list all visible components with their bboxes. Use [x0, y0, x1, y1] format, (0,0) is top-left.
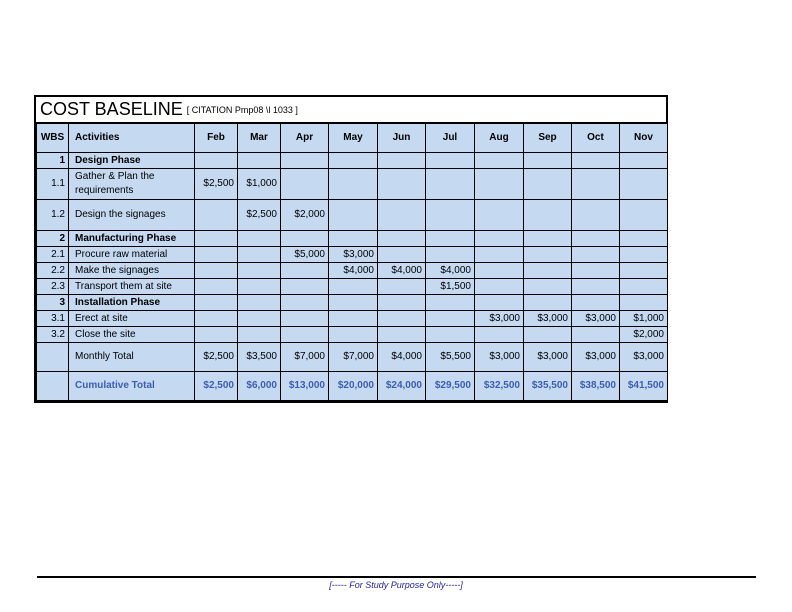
wbs-cell: 2.3: [37, 279, 69, 295]
amount-cell: $3,000: [475, 311, 524, 327]
amount-cell: $3,000: [572, 311, 620, 327]
table-row: [37, 247, 668, 263]
cost-baseline-table: [36, 123, 668, 401]
amount-cell: [620, 200, 668, 231]
amount-cell: $1,000: [620, 311, 668, 327]
wbs-cell: 3.1: [37, 311, 69, 327]
header-month: Jul: [426, 124, 475, 153]
header-month: Jun: [378, 124, 426, 153]
wbs-cell: 2: [37, 231, 69, 247]
wbs-cell: 1: [37, 153, 69, 169]
amount-cell: $41,500: [620, 372, 668, 401]
amount-cell: $4,000: [329, 263, 378, 279]
amount-cell: [195, 279, 238, 295]
amount-cell: $20,000: [329, 372, 378, 401]
amount-cell: [524, 263, 572, 279]
wbs-cell: 3.2: [37, 327, 69, 343]
amount-cell: [329, 327, 378, 343]
amount-cell: [475, 169, 524, 200]
amount-cell: $32,500: [475, 372, 524, 401]
footer-divider: [37, 576, 756, 578]
amount-cell: [524, 295, 572, 311]
amount-cell: [620, 279, 668, 295]
amount-cell: [426, 169, 475, 200]
amount-cell: [238, 311, 281, 327]
amount-cell: $2,500: [195, 169, 238, 200]
activity-cell: Monthly Total: [69, 343, 195, 372]
amount-cell: $5,000: [281, 247, 329, 263]
activity-cell: Gather & Plan the requirements: [69, 169, 195, 200]
activity-cell: Make the signages: [69, 263, 195, 279]
amount-cell: [378, 327, 426, 343]
table-row: [37, 169, 668, 200]
amount-cell: $29,500: [426, 372, 475, 401]
table-row: [37, 311, 668, 327]
activity-cell: Procure raw material: [69, 247, 195, 263]
amount-cell: [426, 200, 475, 231]
activity-cell: Transport them at site: [69, 279, 195, 295]
header-row: [37, 124, 668, 153]
wbs-cell: [37, 372, 69, 401]
amount-cell: [281, 231, 329, 247]
header-month: May: [329, 124, 378, 153]
amount-cell: [572, 231, 620, 247]
header-month: Nov: [620, 124, 668, 153]
amount-cell: [475, 200, 524, 231]
amount-cell: [281, 169, 329, 200]
activity-cell: Erect at site: [69, 311, 195, 327]
amount-cell: $4,000: [378, 343, 426, 372]
amount-cell: [329, 279, 378, 295]
header-month: Aug: [475, 124, 524, 153]
amount-cell: $3,000: [524, 311, 572, 327]
header-wbs: WBS: [37, 124, 69, 153]
amount-cell: [620, 247, 668, 263]
amount-cell: [281, 153, 329, 169]
amount-cell: $2,500: [195, 372, 238, 401]
amount-cell: [238, 295, 281, 311]
page-title: COST BASELINE: [40, 99, 183, 119]
amount-cell: [329, 200, 378, 231]
activity-cell: Manufacturing Phase: [69, 231, 195, 247]
amount-cell: [426, 153, 475, 169]
amount-cell: [238, 247, 281, 263]
amount-cell: $2,500: [195, 343, 238, 372]
amount-cell: $2,000: [281, 200, 329, 231]
amount-cell: [475, 279, 524, 295]
activity-cell: Close the site: [69, 327, 195, 343]
amount-cell: [620, 231, 668, 247]
table-row: [37, 231, 668, 247]
amount-cell: [524, 327, 572, 343]
wbs-cell: [37, 343, 69, 372]
table-row: [37, 279, 668, 295]
amount-cell: [378, 231, 426, 247]
amount-cell: [620, 153, 668, 169]
amount-cell: [195, 247, 238, 263]
amount-cell: [572, 279, 620, 295]
amount-cell: [524, 169, 572, 200]
amount-cell: [378, 295, 426, 311]
amount-cell: [572, 200, 620, 231]
wbs-cell: 1.1: [37, 169, 69, 200]
title-row: [36, 97, 666, 123]
amount-cell: [329, 231, 378, 247]
amount-cell: [329, 169, 378, 200]
amount-cell: [195, 200, 238, 231]
amount-cell: [475, 295, 524, 311]
wbs-cell: 1.2: [37, 200, 69, 231]
amount-cell: [378, 153, 426, 169]
amount-cell: $7,000: [281, 343, 329, 372]
amount-cell: [281, 279, 329, 295]
amount-cell: [475, 153, 524, 169]
amount-cell: $4,000: [378, 263, 426, 279]
amount-cell: $6,000: [238, 372, 281, 401]
amount-cell: [475, 263, 524, 279]
table-body: [37, 153, 668, 401]
amount-cell: [281, 311, 329, 327]
amount-cell: [195, 231, 238, 247]
amount-cell: [572, 263, 620, 279]
amount-cell: $4,000: [426, 263, 475, 279]
amount-cell: [238, 153, 281, 169]
amount-cell: $24,000: [378, 372, 426, 401]
header-month: Mar: [238, 124, 281, 153]
amount-cell: [378, 311, 426, 327]
amount-cell: [195, 295, 238, 311]
amount-cell: $38,500: [572, 372, 620, 401]
amount-cell: [572, 153, 620, 169]
amount-cell: [281, 263, 329, 279]
wbs-cell: 2.2: [37, 263, 69, 279]
amount-cell: $5,500: [426, 343, 475, 372]
amount-cell: [475, 327, 524, 343]
amount-cell: $7,000: [329, 343, 378, 372]
amount-cell: [195, 311, 238, 327]
amount-cell: [378, 200, 426, 231]
amount-cell: [426, 311, 475, 327]
amount-cell: [329, 311, 378, 327]
amount-cell: [426, 247, 475, 263]
amount-cell: [281, 327, 329, 343]
amount-cell: $3,000: [524, 343, 572, 372]
amount-cell: $3,000: [329, 247, 378, 263]
amount-cell: [524, 153, 572, 169]
amount-cell: [195, 263, 238, 279]
wbs-cell: 2.1: [37, 247, 69, 263]
amount-cell: $2,500: [238, 200, 281, 231]
activity-cell: Installation Phase: [69, 295, 195, 311]
table-row: [37, 327, 668, 343]
amount-cell: [524, 231, 572, 247]
amount-cell: [620, 169, 668, 200]
footer-note: [----- For Study Purpose Only-----]: [329, 580, 463, 590]
header-month: Apr: [281, 124, 329, 153]
citation: [ CITATION Pmp08 \l 1033 ]: [186, 104, 298, 115]
amount-cell: [329, 153, 378, 169]
amount-cell: [572, 327, 620, 343]
amount-cell: $13,000: [281, 372, 329, 401]
amount-cell: [238, 279, 281, 295]
amount-cell: [426, 231, 475, 247]
amount-cell: [329, 295, 378, 311]
header-activities: Activities: [69, 124, 195, 153]
amount-cell: [572, 169, 620, 200]
table-row: [37, 153, 668, 169]
amount-cell: [524, 247, 572, 263]
amount-cell: [524, 279, 572, 295]
amount-cell: [572, 247, 620, 263]
header-month: Sep: [524, 124, 572, 153]
amount-cell: [426, 327, 475, 343]
amount-cell: [620, 295, 668, 311]
table-row: [37, 343, 668, 372]
cost-baseline-sheet: [34, 95, 668, 403]
amount-cell: [195, 153, 238, 169]
amount-cell: [378, 279, 426, 295]
table-row: [37, 263, 668, 279]
amount-cell: [378, 247, 426, 263]
amount-cell: [524, 200, 572, 231]
amount-cell: [238, 263, 281, 279]
activity-cell: Design Phase: [69, 153, 195, 169]
table-row: [37, 372, 668, 401]
amount-cell: $3,500: [238, 343, 281, 372]
amount-cell: $2,000: [620, 327, 668, 343]
amount-cell: [426, 295, 475, 311]
amount-cell: [572, 295, 620, 311]
amount-cell: $3,000: [475, 343, 524, 372]
header-month: Feb: [195, 124, 238, 153]
amount-cell: $1,500: [426, 279, 475, 295]
amount-cell: [195, 327, 238, 343]
amount-cell: $3,000: [572, 343, 620, 372]
wbs-cell: 3: [37, 295, 69, 311]
amount-cell: [238, 231, 281, 247]
table-row: [37, 295, 668, 311]
amount-cell: $3,000: [620, 343, 668, 372]
activity-cell: Cumulative Total: [69, 372, 195, 401]
amount-cell: [620, 263, 668, 279]
amount-cell: $1,000: [238, 169, 281, 200]
amount-cell: $35,500: [524, 372, 572, 401]
table-row: [37, 200, 668, 231]
header-month: Oct: [572, 124, 620, 153]
amount-cell: [475, 231, 524, 247]
amount-cell: [238, 327, 281, 343]
amount-cell: [475, 247, 524, 263]
activity-cell: Design the signages: [69, 200, 195, 231]
amount-cell: [281, 295, 329, 311]
amount-cell: [378, 169, 426, 200]
